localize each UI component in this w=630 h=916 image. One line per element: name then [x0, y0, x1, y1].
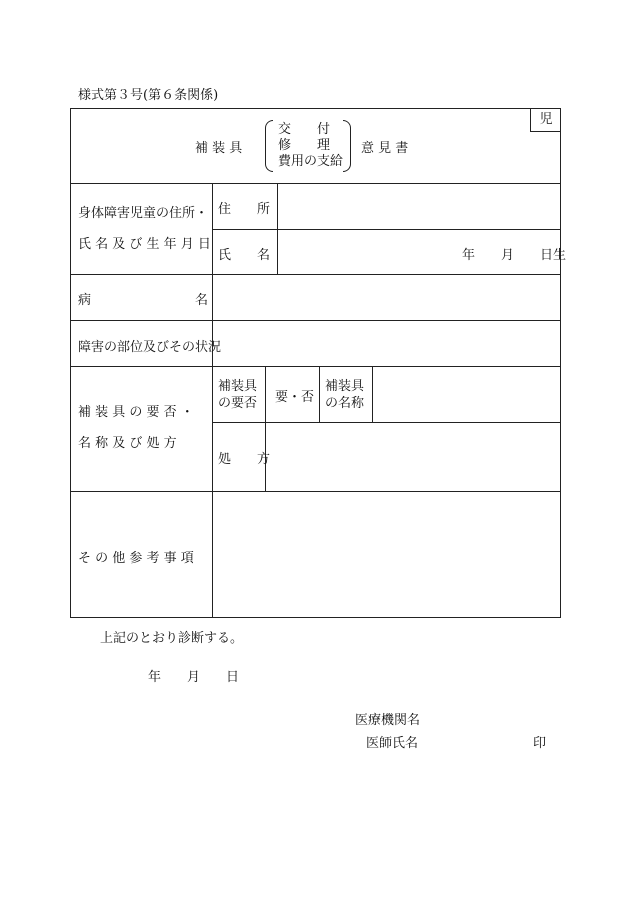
need-label-line2: の要否	[218, 396, 258, 411]
title-prefix	[195, 137, 251, 156]
need-label	[218, 378, 257, 412]
title-right-bracket	[343, 120, 351, 172]
col-divider-need-value	[319, 366, 320, 422]
col-divider-main	[212, 183, 213, 618]
disability-label: 障害の部位及びその状況	[78, 340, 222, 355]
row-divider-title	[70, 183, 561, 184]
row-divider-disability	[70, 366, 561, 367]
disease-label-right: 名	[195, 293, 209, 308]
name-label: 氏 名	[218, 248, 271, 263]
disease-label-left: 病	[78, 293, 92, 308]
title-option-cost-payment: 費用の支給	[278, 154, 344, 169]
device-name-label	[325, 378, 364, 412]
doctor-name-label: 医師氏名	[366, 736, 419, 751]
row-divider-prescription	[70, 491, 561, 492]
col-divider-need-label	[265, 366, 266, 491]
other-notes-label: そ の 他 参 考 事 項	[78, 551, 194, 566]
device-name-label-line2: の名称	[325, 396, 365, 411]
diagnosis-statement: 上記のとおり診断する。	[100, 631, 244, 646]
child-info-label-line2: 氏 名 及 び 生 年 月 日	[78, 237, 211, 252]
institution-label: 医療機関名	[355, 713, 421, 728]
title-options	[278, 122, 343, 170]
child-form-mark: 児	[530, 108, 561, 132]
title-option-issue: 交 付	[278, 122, 331, 137]
need-label-line1: 補装具	[218, 379, 258, 394]
row-divider-disease	[70, 320, 561, 321]
device-need-label-line1: 補 装 具 の 要 否 ・	[78, 405, 194, 420]
col-divider-device-name	[372, 366, 373, 422]
col-divider-address-name	[277, 183, 278, 274]
device-name-label-line1: 補装具	[325, 379, 365, 394]
title-left-bracket	[265, 120, 273, 172]
device-need-label-line2: 名 称 及 び 処 方	[78, 436, 177, 451]
row-divider-child-info	[70, 274, 561, 275]
prescription-label: 処 方	[218, 452, 271, 467]
opinion-form-table	[70, 108, 561, 618]
title-suffix: 意 見 書	[361, 141, 409, 156]
need-value: 要・否	[275, 390, 315, 405]
child-info-label-line1: 身体障害児童の住所・	[78, 206, 209, 221]
address-label: 住 所	[218, 202, 271, 217]
form-number-label: 様式第３号(第６条関係)	[78, 88, 219, 103]
title-prefix-text: 補 装 具	[195, 141, 243, 156]
seal-mark: 印	[533, 736, 547, 751]
title-option-repair: 修 理	[278, 138, 331, 153]
birth-date-label: 年 月 日生	[462, 248, 567, 263]
diagnosis-date: 年 月 日	[148, 670, 240, 685]
row-divider-address	[212, 229, 561, 230]
